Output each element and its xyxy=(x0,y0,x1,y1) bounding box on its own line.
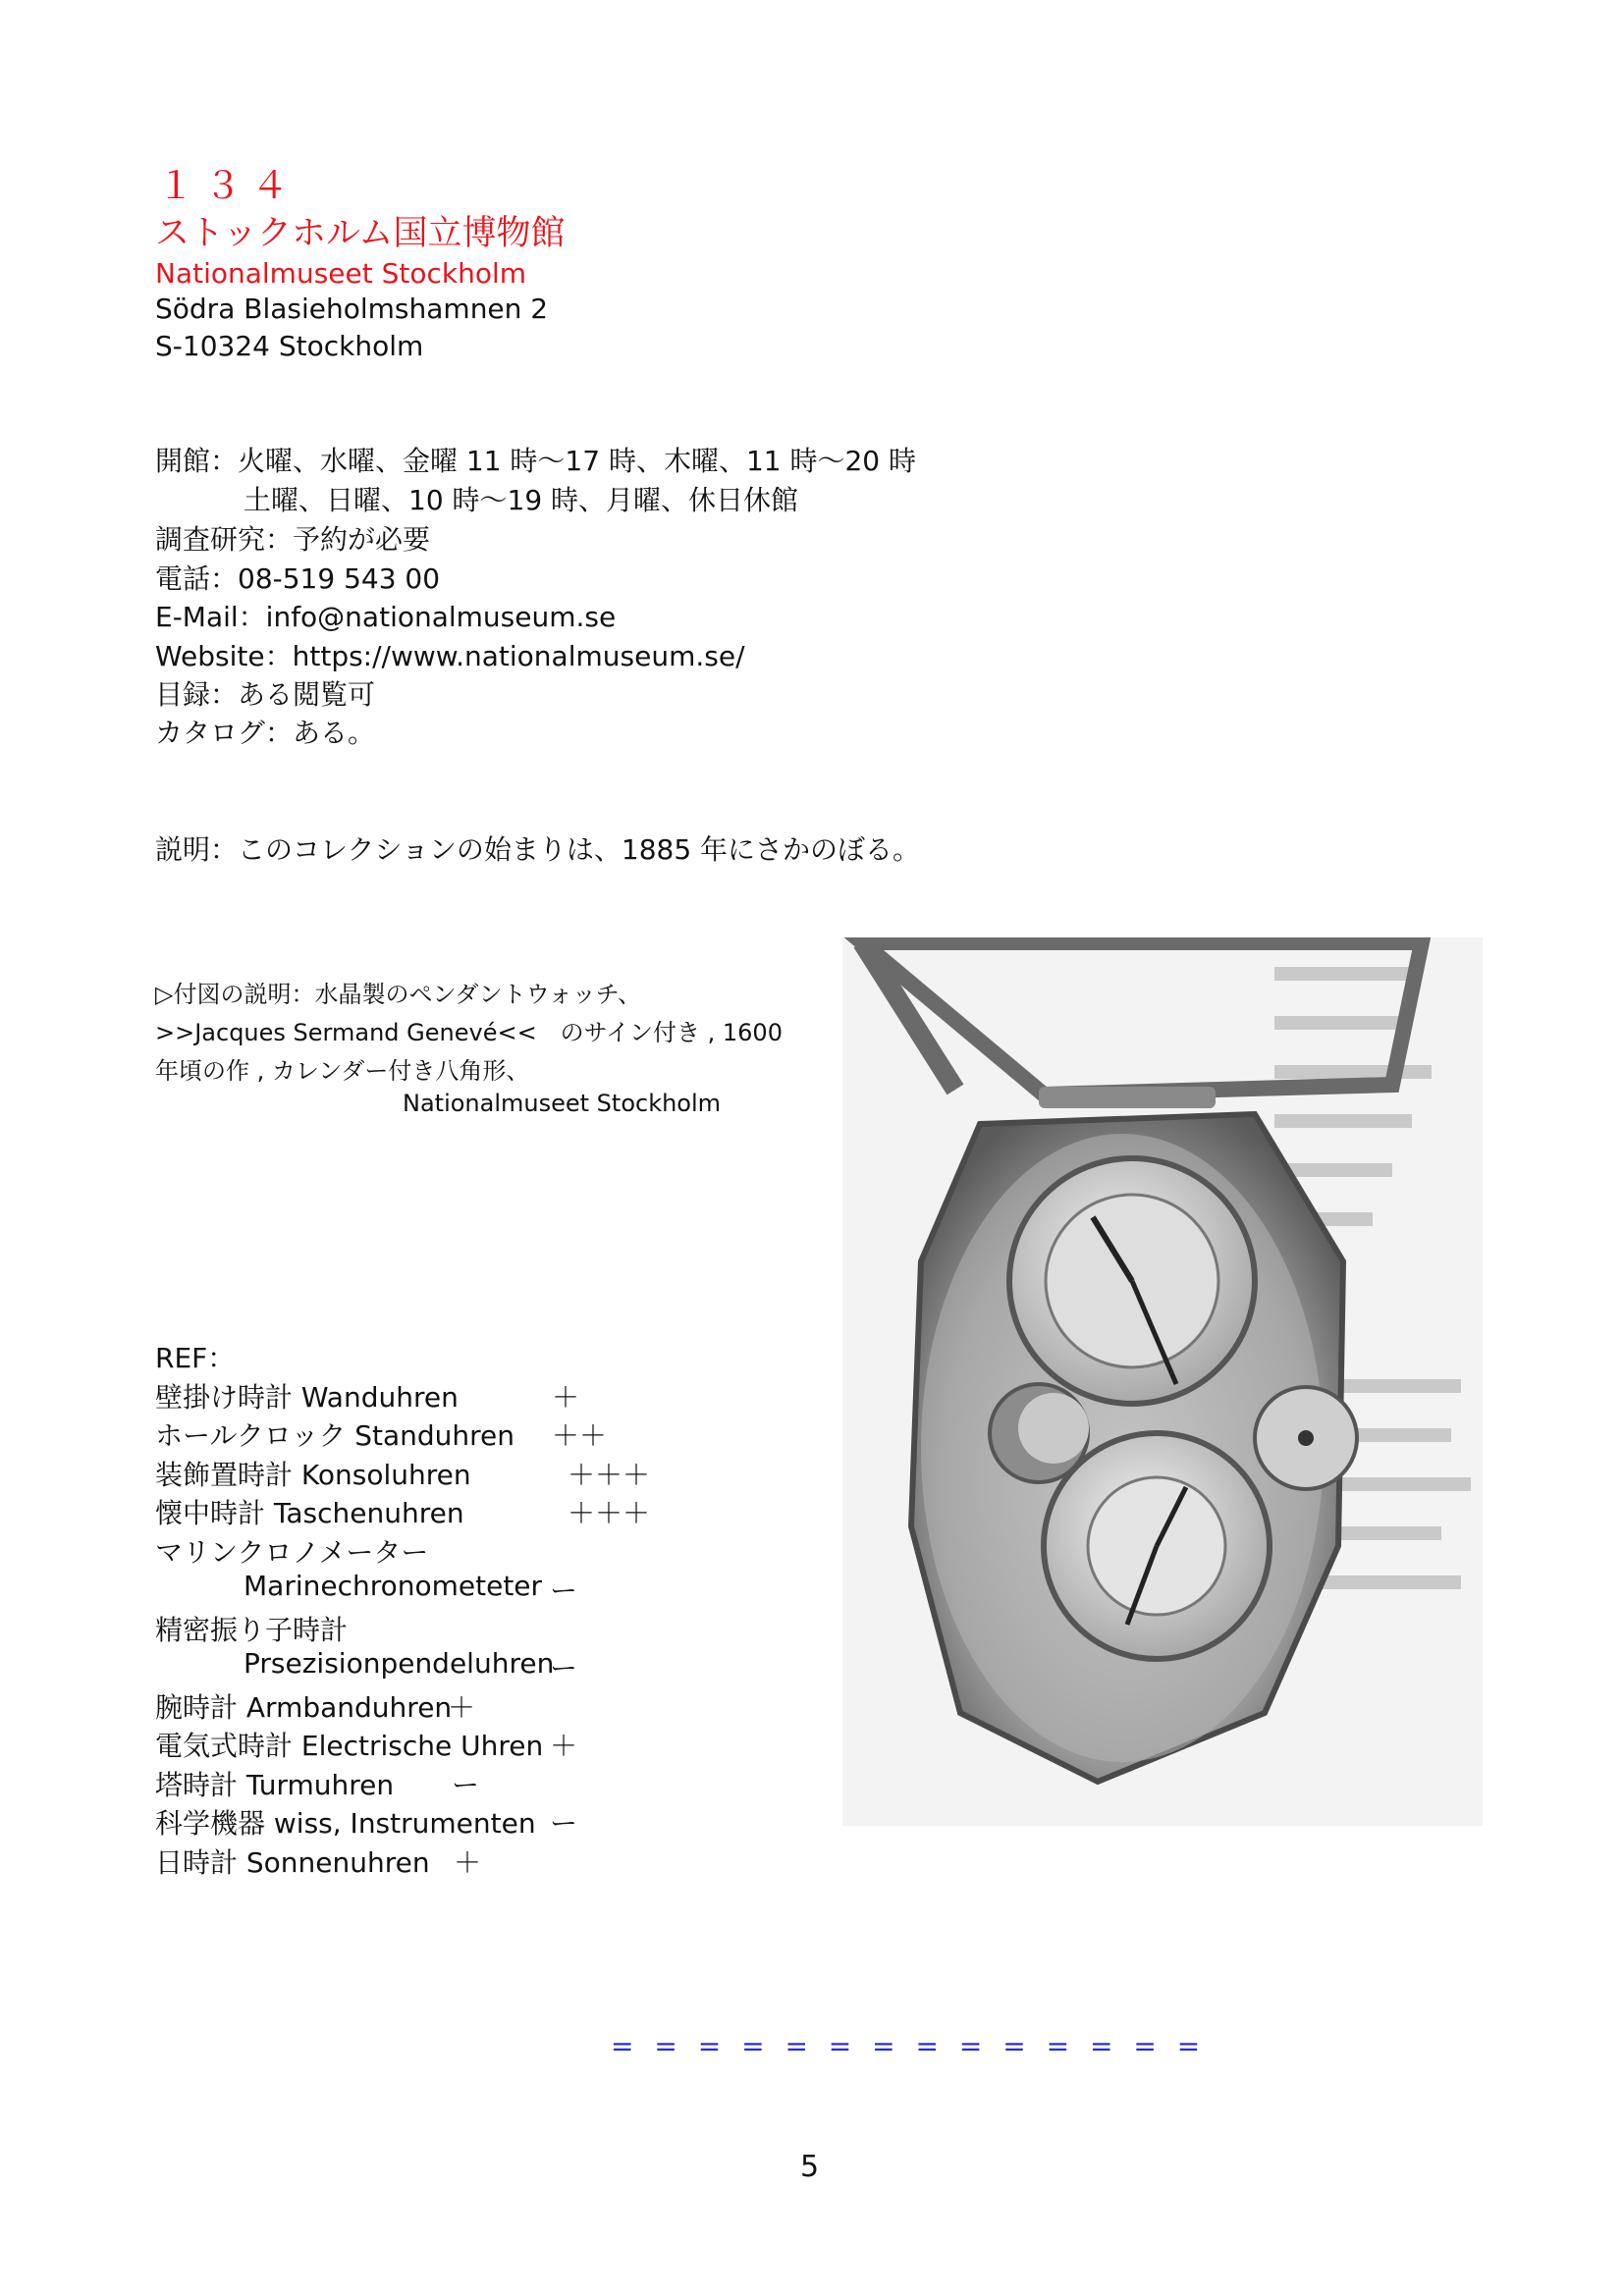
ref-item-label: 精密振り子時計 xyxy=(155,1614,349,1646)
ref-item-mark: ＋ xyxy=(552,1381,580,1414)
pendant-watch-photo xyxy=(842,937,1483,1826)
museum-title-jp: ストックホルム国立博物館 xyxy=(155,214,566,253)
catalog-index-info: 目録：ある閲覧可 xyxy=(155,678,376,711)
ref-item-label: マリンクロノメーター xyxy=(155,1536,429,1569)
ref-item-label: 電気式時計 Electrische Uhren xyxy=(155,1730,544,1762)
ref-item-mark: ー xyxy=(550,1652,578,1684)
museum-name: Nationalmuseet Stockholm xyxy=(155,257,527,290)
ref-item-label: Prsezisionpendeluhren xyxy=(243,1647,555,1680)
figure-caption-line4: Nationalmuseet Stockholm xyxy=(403,1090,722,1117)
website-info: Website：https://www.nationalmuseum.se/ xyxy=(155,640,745,672)
ref-item-mark: ＋＋＋ xyxy=(568,1497,651,1529)
entry-number: １３４ xyxy=(157,164,299,207)
ref-item-label: ホールクロック Standuhren xyxy=(155,1419,515,1452)
address-street: Södra Blasieholmshamnen 2 xyxy=(155,293,549,325)
research-info: 調査研究：予約が必要 xyxy=(155,523,431,556)
ref-item-mark: ＋ xyxy=(550,1730,578,1762)
ref-item-label: 腕時計 Armbanduhren xyxy=(155,1691,453,1724)
figure-caption-line1: ▷付図の説明：水晶製のペンダントウォッチ、 xyxy=(155,981,642,1008)
ref-item-mark: ＋ xyxy=(448,1691,476,1724)
ref-item-label: 塔時計 Turmuhren xyxy=(155,1769,395,1801)
address-city: S-10324 Stockholm xyxy=(155,330,424,362)
page-number: 5 xyxy=(800,2150,820,2184)
ref-item-mark: ー xyxy=(452,1769,480,1801)
catalog-info: カタログ：ある。 xyxy=(155,717,376,749)
ref-item-mark: ー xyxy=(550,1575,578,1607)
figure-caption-line2: >>Jacques Sermand Genevé<< のサイン付き , 1600 xyxy=(155,1019,783,1046)
ref-item-mark: ー xyxy=(550,1807,578,1840)
ref-item-label: 懐中時計 Taschenuhren xyxy=(155,1497,464,1529)
ref-item-mark: ＋＋＋ xyxy=(568,1459,651,1491)
ref-item-mark: ＋＋ xyxy=(552,1419,608,1452)
phone-info: 電話：08-519 543 00 xyxy=(155,562,441,595)
ref-item-label: Marinechronometeter xyxy=(243,1570,543,1602)
section-divider: = = = = = = = = = = = = = = xyxy=(611,2030,1207,2062)
opening-hours-line2: 土曜、日曜、10 時〜19 時、月曜、休日休館 xyxy=(243,484,799,516)
ref-item-mark: ＋ xyxy=(454,1846,482,1879)
ref-item-label: 壁掛け時計 Wanduhren xyxy=(155,1381,459,1414)
figure-caption-line3: 年頃の作 , カレンダー付き八角形、 xyxy=(155,1057,530,1085)
ref-item-label: 日時計 Sonnenuhren xyxy=(155,1846,430,1879)
opening-hours-line1: 開館：火曜、水曜、金曜 11 時〜17 時、木曜、11 時〜20 時 xyxy=(155,445,917,477)
ref-item-label: 科学機器 wiss, Instrumenten xyxy=(155,1807,536,1840)
description: 説明：このコレクションの始まりは、1885 年にさかのぼる。 xyxy=(155,833,921,866)
email-info: E-Mail：info@nationalmuseum.se xyxy=(155,601,617,633)
ref-item-label: 装飾置時計 Konsoluhren xyxy=(155,1459,471,1491)
ref-heading: REF： xyxy=(155,1342,236,1374)
